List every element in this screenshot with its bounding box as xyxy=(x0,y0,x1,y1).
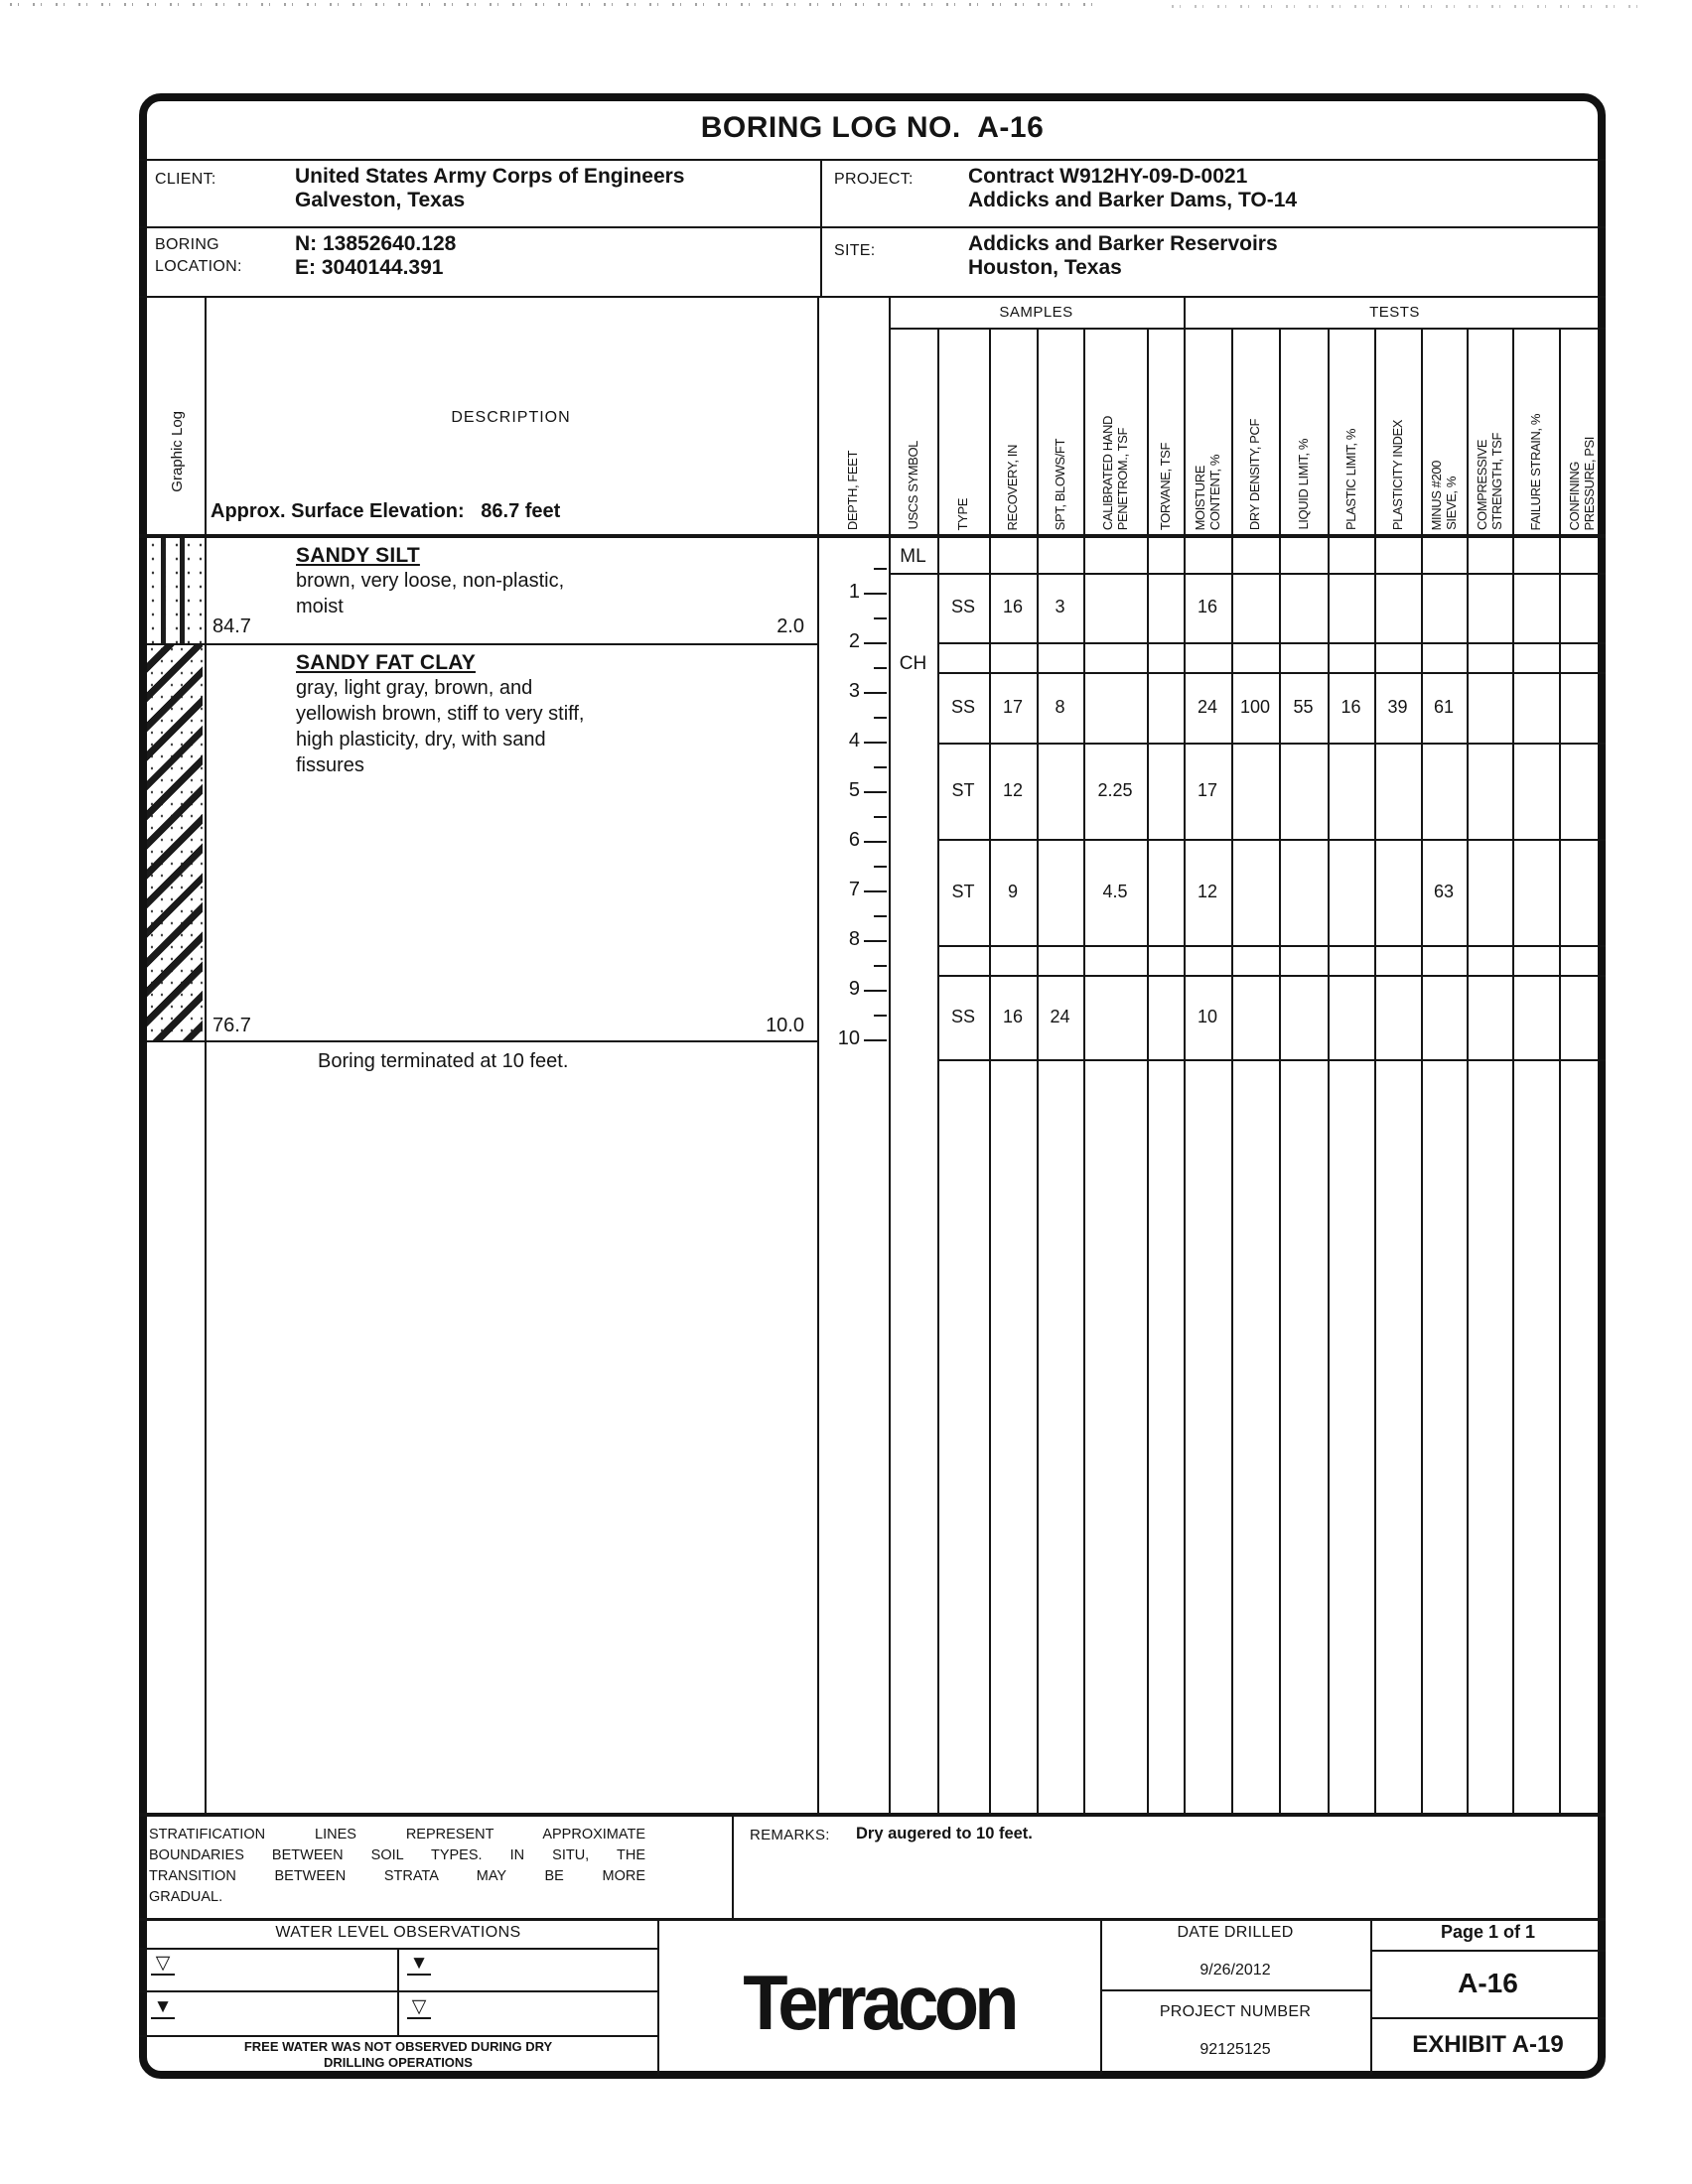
grid-line xyxy=(817,298,819,1813)
soil-desc-line: high plasticity, dry, with sand xyxy=(296,729,546,751)
grid-line xyxy=(139,2035,657,2037)
soil-desc-line: brown, very loose, non-plastic, xyxy=(296,570,565,592)
column-header-fail: FAILURE STRAIN, % xyxy=(1527,413,1543,530)
column-header-dry: DRY DENSITY, PCF xyxy=(1247,418,1262,530)
depth-tick-label: 10 xyxy=(837,1027,860,1049)
grid-line xyxy=(139,296,1606,298)
layer-2-bottom-depth: 10.0 xyxy=(766,1015,804,1036)
site-value: Addicks and Barker Reservoirs Houston, Texas xyxy=(968,232,1278,279)
layer-1-description xyxy=(296,544,564,619)
water-note-line: FREE WATER WAS NOT OBSERVED DURING DRY xyxy=(243,2039,553,2054)
sample-value-spt: 3 xyxy=(1055,597,1065,616)
grid-line xyxy=(937,642,1606,644)
project-number-label: PROJECT NUMBER xyxy=(1159,2003,1312,2020)
uscs-symbol: CH xyxy=(899,653,927,674)
grid-line xyxy=(1231,328,1233,1813)
layer-1-bottom-elevation: 84.7 xyxy=(212,615,251,637)
grid-line xyxy=(937,328,939,1813)
depth-tick-minor xyxy=(874,816,887,818)
sample-value-moisture: 16 xyxy=(1197,597,1218,616)
depth-tick-label: 5 xyxy=(848,779,860,801)
grid-line xyxy=(937,1059,1606,1061)
tests-group-header: TESTS xyxy=(1369,304,1420,321)
column-header-uscs: USCS SYMBOL xyxy=(905,441,920,530)
water-level-title: WATER LEVEL OBSERVATIONS xyxy=(275,1924,521,1941)
description-header: DESCRIPTION xyxy=(451,409,571,426)
grid-line xyxy=(1370,1950,1606,1952)
depth-tick-label: 6 xyxy=(848,829,860,851)
depth-tick xyxy=(864,990,887,992)
sample-value-recovery: 16 xyxy=(1002,597,1024,616)
grid-line xyxy=(1100,1918,1102,2075)
depth-tick-label: 7 xyxy=(848,879,860,900)
date-drilled-label: DATE DRILLED xyxy=(1177,1924,1294,1941)
soil-desc-line: fissures xyxy=(296,754,364,776)
grid-line xyxy=(1037,328,1039,1813)
sample-value-moisture: 24 xyxy=(1197,696,1218,717)
column-header-pl: PLASTIC LIMIT, % xyxy=(1342,429,1358,530)
date-drilled-value: 9/26/2012 xyxy=(1199,1962,1271,1979)
grid-line xyxy=(732,1817,734,1918)
column-header-ll: LIQUID LIMIT, % xyxy=(1295,439,1311,530)
depth-tick xyxy=(864,940,887,942)
depth-tick xyxy=(864,890,887,892)
grid-line xyxy=(1559,328,1561,1813)
terracon-logo: Terracon xyxy=(743,1958,1015,2046)
depth-tick-label: 3 xyxy=(848,680,860,702)
layer-1-bottom-depth: 2.0 xyxy=(776,615,804,637)
grid-line xyxy=(889,298,891,1813)
sample-value-type: ST xyxy=(951,881,975,901)
grid-line xyxy=(1083,328,1085,1813)
project-label: PROJECT: xyxy=(834,171,914,188)
grid-line xyxy=(820,161,822,298)
depth-tick-label: 2 xyxy=(848,630,860,652)
sample-value-type: SS xyxy=(950,696,975,717)
grid-line xyxy=(657,1918,659,2075)
grid-line xyxy=(937,975,1606,977)
scan-noise xyxy=(10,3,1102,6)
grid-line xyxy=(1512,328,1514,1813)
project-number-value: 92125125 xyxy=(1199,2041,1271,2058)
sample-value-type: SS xyxy=(950,1006,975,1026)
depth-tick-minor xyxy=(874,1015,887,1017)
grid-line xyxy=(1421,328,1423,1813)
grid-line xyxy=(139,1990,657,1992)
grid-line xyxy=(205,298,207,1813)
depth-tick-minor xyxy=(874,568,887,570)
sample-value-pi: 39 xyxy=(1387,696,1408,717)
soil-name: SANDY FAT CLAY xyxy=(296,651,476,674)
sample-value-moisture: 17 xyxy=(1197,779,1218,800)
surface-elevation: Approx. Surface Elevation: 86.7 feet xyxy=(211,500,561,522)
sample-value-moisture: 12 xyxy=(1197,881,1218,901)
depth-tick-label: 4 xyxy=(848,730,860,751)
column-header-conf: CONFINING PRESSURE, PSI xyxy=(1567,436,1597,530)
boring-location-value: N: 13852640.128 E: 3040144.391 xyxy=(295,232,457,279)
soil-desc-line: yellowish brown, stiff to very stiff, xyxy=(296,703,585,725)
sample-value-m200: 61 xyxy=(1433,696,1455,717)
samples-group-header: SAMPLES xyxy=(999,304,1073,321)
grid-line xyxy=(1374,328,1376,1813)
sample-value-chp: 2.25 xyxy=(1097,779,1133,800)
grid-line xyxy=(1370,2017,1606,2019)
silt-pattern-bar xyxy=(180,538,185,643)
sample-value-moisture: 10 xyxy=(1197,1006,1218,1026)
sample-value-chp: 4.5 xyxy=(1102,881,1128,901)
grid-line xyxy=(1370,1918,1372,2075)
sample-value-m200: 63 xyxy=(1433,881,1455,901)
column-header-recovery: RECOVERY, IN xyxy=(1005,444,1020,530)
grid-line xyxy=(139,1948,657,1950)
page-indicator: Page 1 of 1 xyxy=(1440,1922,1536,1942)
grid-line xyxy=(937,743,1606,745)
project-value: Contract W912HY-09-D-0021 Addicks and Barker Dams, TO-14 xyxy=(968,165,1298,211)
uscs-symbol: ML xyxy=(900,546,926,567)
column-header-torvane: TORVANE, TSF xyxy=(1157,442,1173,530)
layer-2-bottom-elevation: 76.7 xyxy=(212,1015,251,1036)
grid-line xyxy=(1147,328,1149,1813)
scan-noise xyxy=(1172,5,1648,8)
sample-value-pl: 16 xyxy=(1340,696,1361,717)
depth-tick-label: 1 xyxy=(848,581,860,603)
depth-tick-minor xyxy=(874,866,887,868)
depth-tick xyxy=(864,791,887,793)
depth-tick-minor xyxy=(874,915,887,917)
grid-line xyxy=(139,159,1606,161)
water-level-note xyxy=(139,2039,657,2071)
site-label: SITE: xyxy=(834,242,876,259)
layer-2-description xyxy=(296,651,584,778)
grid-line xyxy=(937,945,1606,947)
sample-value-recovery: 9 xyxy=(1007,881,1018,901)
depth-tick xyxy=(864,642,887,644)
grid-line xyxy=(139,226,1606,228)
grid-line xyxy=(889,573,1606,575)
stratification-line: STRATIFICATION LINES REPRESENT APPROXIMATE xyxy=(149,1827,645,1843)
depth-tick xyxy=(864,742,887,744)
sample-value-spt: 24 xyxy=(1050,1006,1070,1026)
sample-value-spt: 8 xyxy=(1055,696,1065,717)
boring-location-label: BORING LOCATION: xyxy=(155,236,242,275)
column-header-moisture: MOISTURE CONTENT, % xyxy=(1192,454,1222,530)
grid-line xyxy=(139,534,1606,538)
depth-tick xyxy=(864,1039,887,1041)
depth-tick-minor xyxy=(874,617,887,619)
silt-pattern-bar xyxy=(161,538,166,643)
grid-line xyxy=(1328,328,1330,1813)
sample-value-dry: 100 xyxy=(1239,696,1271,717)
soil-desc-line: gray, light gray, brown, and xyxy=(296,677,533,699)
sample-value-type: ST xyxy=(951,779,975,800)
client-label: CLIENT: xyxy=(155,171,216,188)
sample-value-recovery: 16 xyxy=(1002,1006,1024,1026)
depth-tick xyxy=(864,841,887,843)
stratification-line: BOUNDARIES BETWEEN SOIL TYPES. IN SITU, THE xyxy=(149,1847,645,1863)
soil-name: SANDY SILT xyxy=(296,544,420,567)
column-header-m200: MINUS #200 SIEVE, % xyxy=(1428,460,1459,530)
stratification-line: GRADUAL. xyxy=(149,1889,223,1905)
column-header-depth: DEPTH, FEET xyxy=(845,450,860,530)
depth-tick-minor xyxy=(874,717,887,719)
column-header-pi: PLASTICITY INDEX xyxy=(1389,419,1405,530)
depth-tick-minor xyxy=(874,667,887,669)
boring-id: A-16 xyxy=(1458,1968,1518,1998)
grid-line xyxy=(139,1813,1606,1817)
grid-line xyxy=(1184,298,1186,1813)
depth-tick xyxy=(864,692,887,694)
remarks-label: REMARKS: xyxy=(750,1827,830,1843)
graphic-log-clay-layer xyxy=(147,643,203,1040)
sample-value-type: SS xyxy=(950,597,975,616)
column-header-spt: SPT, BLOWS/FT xyxy=(1052,438,1067,530)
sample-value-recovery: 17 xyxy=(1002,696,1024,717)
grid-line xyxy=(889,328,1606,330)
grid-line xyxy=(1467,328,1469,1813)
depth-tick-minor xyxy=(874,766,887,768)
depth-tick-label: 8 xyxy=(848,928,860,950)
grid-line xyxy=(989,328,991,1813)
grid-line xyxy=(147,1040,817,1042)
column-header-comp: COMPRESSIVE STRENGTH, TSF xyxy=(1474,433,1504,530)
graphic-log-silt-layer xyxy=(147,538,203,643)
depth-tick-minor xyxy=(874,965,887,967)
exhibit-label: EXHIBIT A-19 xyxy=(1412,2031,1564,2058)
water-level-icon: ▼ xyxy=(151,1997,175,2019)
graphic-log-header: Graphic Log xyxy=(168,411,186,492)
water-level-icon: ▽ xyxy=(407,1997,431,2019)
grid-line xyxy=(1100,1989,1370,1991)
water-note-line: DRILLING OPERATIONS xyxy=(324,2055,473,2070)
grid-line xyxy=(1279,328,1281,1813)
grid-line xyxy=(937,839,1606,841)
sample-value-ll: 55 xyxy=(1293,696,1314,717)
sample-value-recovery: 12 xyxy=(1002,779,1024,800)
grid-line xyxy=(147,643,817,645)
stratification-line: TRANSITION BETWEEN STRATA MAY BE MORE xyxy=(149,1868,645,1884)
grid-line xyxy=(937,672,1606,674)
column-header-chp: CALIBRATED HAND PENETROM., TSF xyxy=(1099,415,1130,530)
depth-tick xyxy=(864,593,887,595)
stratification-note xyxy=(149,1825,645,1908)
client-value: United States Army Corps of Engineers Galveston, Texas xyxy=(295,165,685,211)
termination-note: Boring terminated at 10 feet. xyxy=(318,1050,569,1072)
water-level-icon: ▼ xyxy=(407,1954,431,1976)
water-level-icon: ▽ xyxy=(151,1954,175,1976)
depth-tick-label: 9 xyxy=(848,978,860,1000)
soil-desc-line: moist xyxy=(296,596,344,617)
page-title: BORING LOG NO. A-16 xyxy=(700,111,1045,144)
remarks-value: Dry augered to 10 feet. xyxy=(856,1825,1033,1843)
column-header-type: TYPE xyxy=(955,497,970,530)
grid-line xyxy=(139,1918,1606,1921)
